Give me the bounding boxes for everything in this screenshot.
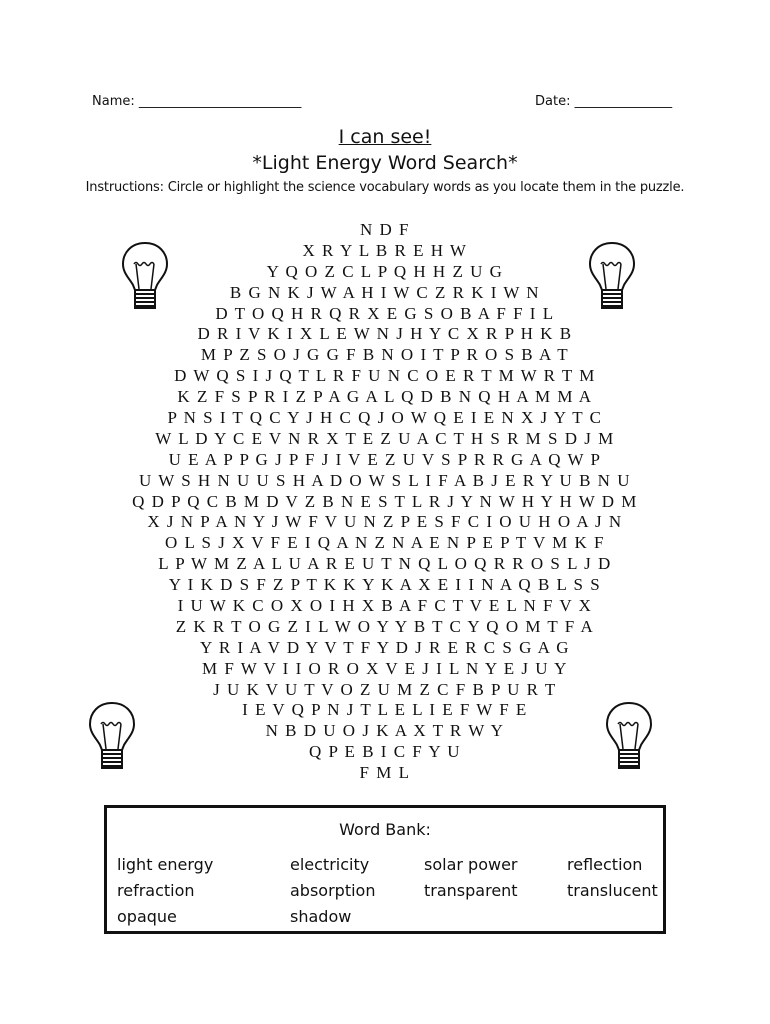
puzzle-row[interactable]: Q D P Q C B M D V Z B N E S T L R J Y N W H Y H W D M bbox=[132, 491, 638, 511]
title-text: I can see! bbox=[338, 126, 432, 148]
puzzle-row[interactable]: X J N P A N Y J W F V U N Z P E S F C I O U H O A J N bbox=[147, 512, 623, 532]
puzzle-row[interactable]: Y Q O Z C L P Q H H Z U G bbox=[266, 261, 504, 281]
puzzle-row[interactable]: J U K V U T V O Z U M Z C F B P U R T bbox=[213, 679, 557, 699]
puzzle-row[interactable]: U W S H N U U S H A D O W S L I F A B J E R Y U B N U bbox=[139, 470, 631, 490]
word-bank-item: reflection bbox=[567, 855, 643, 874]
instructions-text: Instructions: Circle or highlight the science vocabulary words as you locate them in the puzzle. bbox=[85, 180, 685, 195]
puzzle-row[interactable]: P N S I T Q C Y J H C Q J O W Q E I E N X J Y T C bbox=[167, 408, 603, 428]
puzzle-row[interactable]: F M L bbox=[359, 763, 411, 783]
date-field[interactable]: Date: _______________ bbox=[535, 94, 673, 109]
word-bank-item: transparent bbox=[424, 881, 518, 900]
name-field[interactable]: Name: _________________________ bbox=[92, 94, 302, 109]
puzzle-row[interactable]: U E A P P G J P F J I V E Z U V S P R R G A Q W P bbox=[168, 449, 602, 469]
puzzle-row[interactable]: N D F bbox=[359, 220, 410, 239]
word-bank-item: shadow bbox=[290, 907, 352, 926]
puzzle-row[interactable]: Z K R T O G Z I L W O Y Y B T C Y Q O M T F A bbox=[175, 616, 595, 636]
word-bank-title: Word Bank: bbox=[339, 820, 431, 839]
puzzle-row[interactable]: M F W V I I O R O X V E J I L N Y E J U Y bbox=[202, 658, 568, 678]
puzzle-row[interactable]: Y R I A V D Y V T F Y D J R E R C S G A G bbox=[199, 637, 571, 657]
puzzle-row[interactable]: D R I V K I X L E W N J H Y C X R P H K B bbox=[197, 324, 573, 344]
puzzle-row[interactable]: B G N K J W A H I W C Z R K I W N bbox=[229, 282, 541, 302]
word-search-grid bbox=[0, 220, 770, 784]
page-subtitle: *Light Energy Word Search* bbox=[252, 152, 518, 174]
word-bank-item: refraction bbox=[117, 881, 195, 900]
puzzle-row[interactable]: I E V Q P N J T L E L I E F W F E bbox=[242, 700, 528, 720]
word-bank-item: translucent bbox=[567, 881, 658, 900]
word-bank-item: electricity bbox=[290, 855, 370, 874]
puzzle-row[interactable]: X R Y L B R E H W bbox=[302, 240, 468, 260]
puzzle-row[interactable]: Q P E B I C F Y U bbox=[308, 742, 462, 762]
word-bank-item: solar power bbox=[424, 855, 518, 874]
puzzle-row[interactable]: Y I K D S F Z P T K K Y K A X E I I N A Q B L S S bbox=[168, 575, 602, 595]
puzzle-row[interactable]: I U W K C O X O I H X B A F C T V E L N F V X bbox=[177, 596, 593, 616]
puzzle-row[interactable]: W L D Y C E V N R X T E Z U A C T H S R M S D J M bbox=[155, 428, 615, 448]
page-title bbox=[0, 126, 770, 148]
puzzle-row[interactable]: O L S J X V F E I Q A N Z N A E N P E P T V M K F bbox=[164, 533, 606, 553]
word-bank-item: opaque bbox=[117, 907, 177, 926]
puzzle-row[interactable]: L P W M Z A L U A R E U T N Q L O Q R R O S L J D bbox=[158, 554, 612, 574]
word-bank-item: absorption bbox=[290, 881, 376, 900]
word-bank-item: light energy bbox=[117, 855, 214, 874]
word-bank bbox=[104, 805, 666, 934]
puzzle-row[interactable]: N B D U O J K A X T R W Y bbox=[265, 721, 505, 741]
puzzle-row[interactable]: D T O Q H R Q R X E G S O B A F F I L bbox=[215, 303, 555, 323]
puzzle-row[interactable]: M P Z S O J G G F B N O I T P R O S B A T bbox=[200, 345, 570, 365]
puzzle-row[interactable]: K Z F S P R I Z P A G A L Q D B N Q H A M M A bbox=[177, 387, 593, 407]
puzzle-row[interactable]: D W Q S I J Q T L R F U N C O E R T M W R T M bbox=[174, 366, 596, 386]
